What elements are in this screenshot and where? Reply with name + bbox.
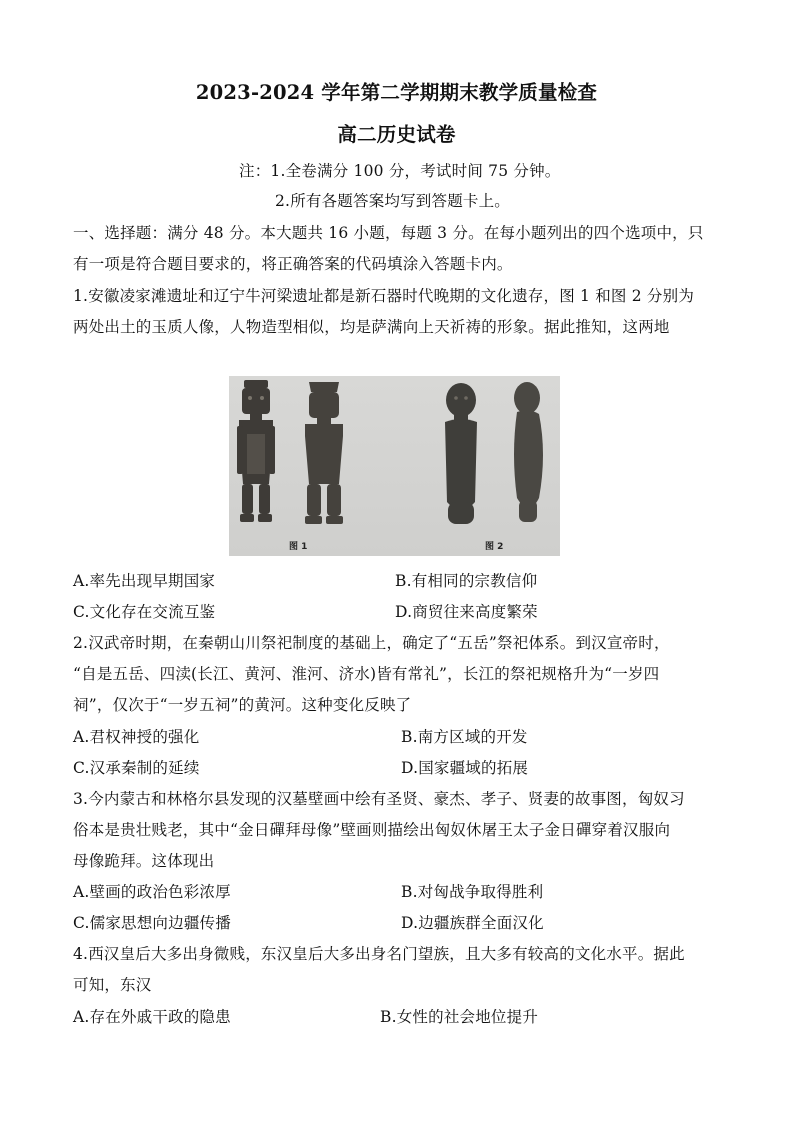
question-1-stem-line-2: 两处出土的玉质人像，人物造型相似，均是萨满向上天祈祷的形象。据此推知，这两地	[73, 318, 670, 336]
question-2-option-a: A.君权神授的强化	[73, 728, 200, 746]
question-1-option-b: B.有相同的宗教信仰	[395, 572, 538, 590]
question-1-option-d: D.商贸往来高度繁荣	[395, 603, 538, 621]
exam-subtitle: 高二历史试卷	[337, 123, 456, 146]
question-2-option-c: C.汉承秦制的延续	[73, 759, 200, 777]
question-2-option-d: D.国家疆域的拓展	[401, 759, 529, 777]
question-2-option-b: B.南方区域的开发	[401, 728, 528, 746]
question-3-stem-line-3: 母像跪拜。这体现出	[73, 852, 215, 870]
question-4-stem-line-1: 4.西汉皇后大多出身微贱，东汉皇后大多出身名门望族，且大多有较高的文化水平。据此	[73, 945, 685, 963]
question-4-option-a: A.存在外戚干政的隐患	[73, 1008, 231, 1026]
jade-figurines-photo	[229, 376, 560, 556]
question-3-option-a: A.壁画的政治色彩浓厚	[73, 883, 231, 901]
exam-note-1: 注：1.全卷满分 100 分，考试时间 75 分钟。	[239, 162, 561, 180]
figure-1-label: 图 1	[289, 542, 308, 552]
jade-figurines-illustration	[229, 376, 560, 556]
figure-2-label: 图 2	[485, 542, 504, 552]
question-1-option-a: A.率先出现早期国家	[73, 572, 216, 590]
question-4-stem-line-2: 可知，东汉	[73, 976, 152, 994]
question-2-stem-line-1: 2.汉武帝时期，在秦朝山川祭祀制度的基础上，确定了“五岳”祭祀体系。到汉宣帝时，	[73, 634, 670, 652]
exam-note-2: 2.所有各题答案均写到答题卡上。	[275, 192, 510, 210]
question-1-stem-line-1: 1.安徽凌家滩遗址和辽宁牛河梁遗址都是新石器时代晚期的文化遗存，图 1 和图 2 分别为	[73, 287, 695, 305]
question-3-option-d: D.边疆族群全面汉化	[401, 914, 544, 932]
question-4-option-b: B.女性的社会地位提升	[380, 1008, 539, 1026]
question-3-option-b: B.对匈战争取得胜利	[401, 883, 544, 901]
question-2-stem-line-2: “自是五岳、四渎(长江、黄河、淮河、济水)皆有常礼”，长江的祭祀规格升为“一岁四	[73, 665, 660, 683]
question-3-option-c: C.儒家思想向边疆传播	[73, 914, 231, 932]
exam-title: 2023-2024 学年第二学期期末教学质量检查	[195, 81, 598, 104]
section-instructions-line-1: 一、选择题：满分 48 分。本大题共 16 小题，每题 3 分。在每小题列出的四个选项中，只	[73, 224, 704, 242]
question-3-stem-line-2: 俗本是贵壮贱老，其中“金日磾拜母像”壁画则描绘出匈奴休屠王太子金日磾穿着汉服向	[73, 821, 671, 839]
question-3-stem-line-1: 3.今内蒙古和林格尔县发现的汉墓壁画中绘有圣贤、豪杰、孝子、贤妻的故事图，匈奴习	[73, 790, 685, 808]
question-1-option-c: C.文化存在交流互鉴	[73, 603, 216, 621]
question-2-stem-line-3: 祠”，仅次于“一岁五祠”的黄河。这种变化反映了	[73, 696, 412, 714]
section-instructions-line-2: 有一项是符合题目要求的，将正确答案的代码填涂入答题卡内。	[73, 255, 513, 273]
